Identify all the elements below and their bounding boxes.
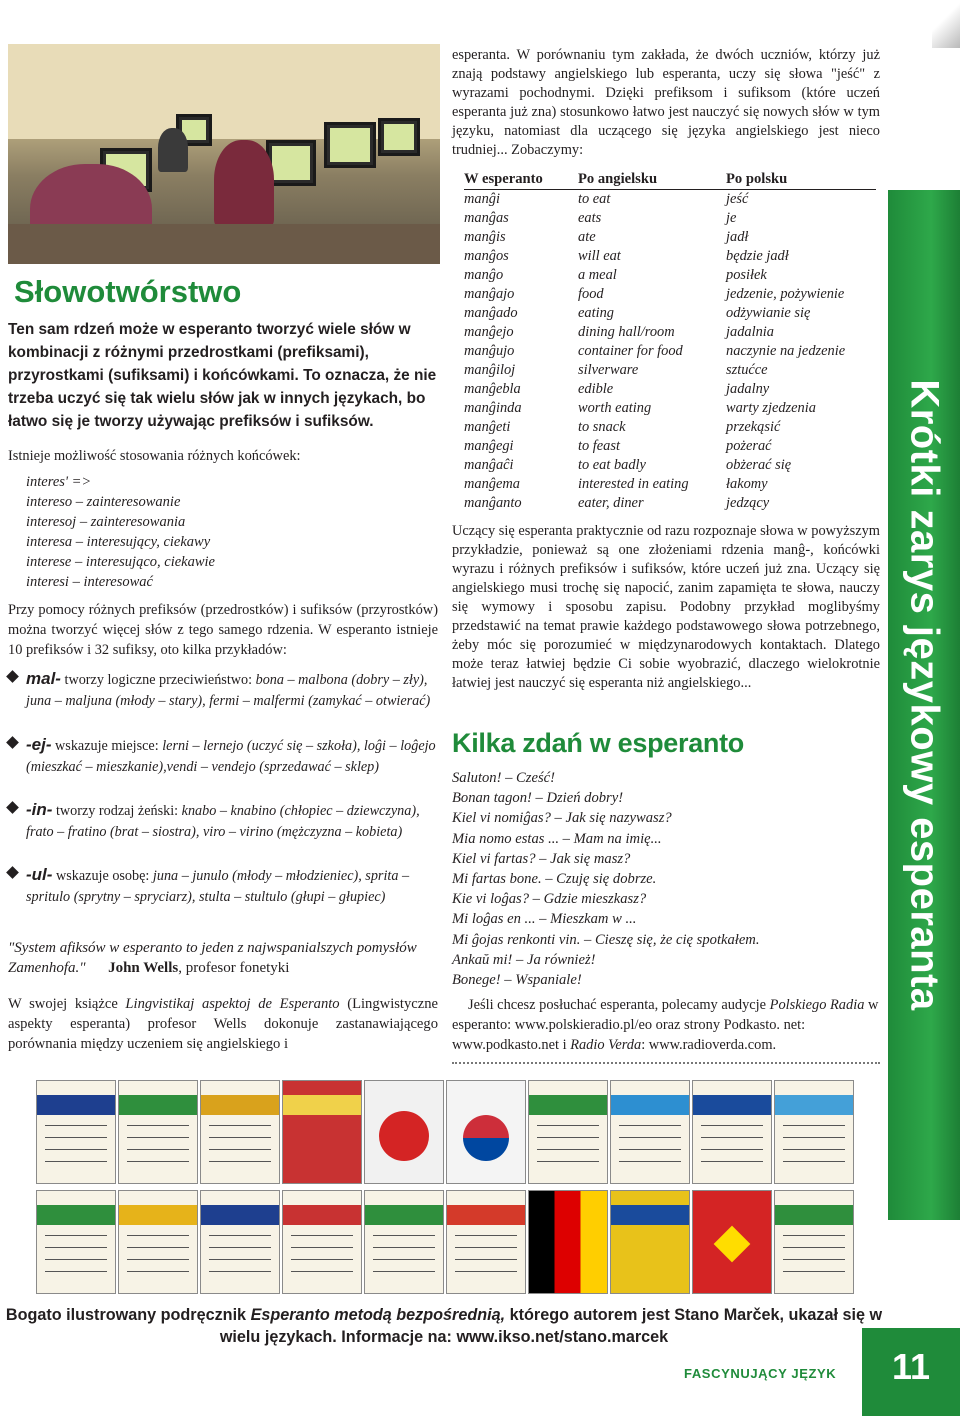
affix-bullet [8, 668, 438, 712]
cell-english: eating [578, 305, 614, 321]
quote-text: "System afiksów w esperanto to jeden z najwspanialszych pomysłów Zamenhofa." [8, 940, 417, 976]
table-row [464, 418, 876, 437]
dotted-separator [452, 1062, 880, 1064]
cell-esperanto: manĝejo [464, 324, 514, 340]
table-row [464, 399, 876, 418]
affix-desc: wskazuje miejsce: [51, 738, 163, 754]
col-header-esperanto: W esperanto [464, 170, 578, 190]
cell-esperanto: manĝinda [464, 400, 522, 416]
side-title: Krótki zarys językowy esperanta [902, 379, 947, 1011]
phrase-line: Kiel vi nomiĝas? – Jak się nazywasz? [452, 810, 672, 827]
book-cover [282, 1190, 362, 1294]
book-cover [692, 1080, 772, 1184]
cell-esperanto: manĝujo [464, 343, 515, 359]
cell-polish: sztućce [726, 362, 768, 378]
photo-student [214, 140, 274, 228]
affix-bullet [8, 864, 438, 908]
affix-examples: knabo – knabino (chłopiec – dziewczyna), frato – fratino (brat – siostra), viro – virino (mężczyzna – kobieta) [26, 803, 420, 840]
diamond-bullet-icon [6, 670, 19, 683]
cell-english: edible [578, 381, 614, 397]
ending-line: interesoj – zainteresowania [26, 514, 186, 530]
quote-author: John Wells [108, 960, 179, 976]
book-cover [446, 1080, 526, 1184]
vocabulary-table [464, 170, 876, 513]
radio-paragraph [452, 995, 882, 1055]
table-header-row [464, 170, 876, 190]
table-row [464, 228, 876, 247]
book-pre: W swojej książce [8, 996, 126, 1012]
table-row [464, 437, 876, 456]
cell-polish: przekąsić [726, 419, 781, 435]
cell-english: a meal [578, 267, 617, 283]
radio-name-verda: Radio Verda [570, 1037, 642, 1053]
cell-esperanto: manĝiloj [464, 362, 516, 378]
cell-esperanto: manĝajo [464, 286, 515, 302]
ending-line: interesi – interesować [26, 574, 153, 590]
caption-title: Esperanto metodą bezpośrednią, [250, 1306, 506, 1324]
ending-line: interese – interesująco, ciekawie [26, 554, 215, 570]
cell-english: interested in eating [578, 476, 689, 492]
cell-esperanto: manĝado [464, 305, 518, 321]
cell-polish: jadalnia [726, 324, 774, 340]
cell-polish: jedzenie, pożywienie [726, 286, 845, 302]
book-title: Lingvistikaj aspektoj de Esperanto [125, 996, 340, 1012]
cell-english: worth eating [578, 400, 652, 416]
radio-name-polish: Polskiego Radia [769, 997, 865, 1013]
photo-student [158, 128, 188, 172]
photo-monitor [324, 122, 376, 168]
cell-english: to eat badly [578, 457, 646, 473]
footer-label: FASCYNUJĄCY JĘZYK [684, 1366, 837, 1381]
cell-esperanto: manĝi [464, 191, 500, 207]
book-cover [610, 1080, 690, 1184]
affix-bullet [8, 799, 438, 843]
book-cover [774, 1080, 854, 1184]
book-cover [200, 1080, 280, 1184]
photo-monitor [378, 118, 420, 156]
cell-esperanto: manĝas [464, 210, 509, 226]
table-row [464, 247, 876, 266]
table-row [464, 475, 876, 494]
book-cover [774, 1190, 854, 1294]
cell-polish: naczynie na jedzenie [726, 343, 846, 359]
book-paragraph [8, 994, 438, 1054]
affix-desc: wskazuje osobę: [52, 868, 153, 884]
affix-examples: lerni – lernejo (uczyć się – szkoła), loĝi – loĝejo (mieszkać – mieszkanie),vendi – vendejo (sprzedawać – sklep) [26, 738, 436, 775]
book-cover [36, 1080, 116, 1184]
radio-text: Jeśli chcesz posłuchać esperanta, polecamy audycje [468, 997, 770, 1013]
cell-english: will eat [578, 248, 621, 264]
comparison-conclusion: Uczący się esperanta praktycznie od razu rozpoznaje słowa w powyższym przykładzie, ponieważ są one złożeniami rdzenia manĝ-, końcówki wyrazu i różnych prefiksów i sufiksów, które uczeń już zna. Uczący się angielskiego musi trochę się napocić, zanim zapamięta te słowa, nauczy się wymowy i sposobu zapisu. Podobny przykład moglibyśmy przedstawić na temat prawie każdego podstawowego słowa potrzebnego, żeby móc się porozumieć w międzynarodowych kontaktach. Dlatego może teraz łatwiej będzie Ci sobie wyobrazić, dlaczego wielokrotnie łatwiej jest nauczyć się esperanta niż angielskiego... [452, 523, 880, 691]
phrase-line: Ankaŭ mi! – Ja również! [452, 951, 596, 968]
table-row [464, 494, 876, 513]
book-cover [364, 1080, 444, 1184]
diamond-bullet-icon [6, 736, 19, 749]
page-number-box [862, 1328, 960, 1416]
phrases-list [452, 768, 760, 990]
cell-polish: pożerać [726, 438, 772, 454]
table-row [464, 456, 876, 475]
phrase-line: Mi fartas bone. – Czuję się dobrze. [452, 871, 657, 888]
cell-english: ate [578, 229, 596, 245]
page-curl [932, 0, 960, 48]
book-cover [692, 1190, 772, 1294]
phrase-line: Mia nomo estas ... – Mam na imię... [452, 830, 662, 847]
book-post: (Lingwistyczne aspekty esperanta) profesor Wells dokonuje zastanawiającego porównania między uczeniem się angielskiego i [8, 996, 439, 1052]
radio-text: w esperanto: www.polskieradio.pl/eo oraz strony Podkasto. net: www.podkasto.net i [452, 997, 879, 1053]
phrase-line: Mi loĝas en ... – Mieszkam w ... [452, 911, 637, 928]
book-cover [446, 1190, 526, 1294]
book-covers-grid [36, 1080, 884, 1298]
page-number: 11 [891, 1346, 931, 1387]
cell-polish: obżerać się [726, 457, 792, 473]
comparison-intro: esperanta. W porównaniu tym zakłada, że dwóch uczniów, którzy już znają podstawy angielskiego lub esperanta, uczy się słowa "jeść" z wyrazami pochodnymi. Dzięki prefiksom i sufiksom (które uczeń esperanta już zna) stosunkowo łatwo jest nauczyć się nowych słów w tym języku, natomiast dla uczącego się języka angielskiego jest nieco trudniej... Zobaczymy: [452, 47, 880, 158]
affix-key: -in- [26, 800, 53, 819]
cell-english: to snack [578, 419, 626, 435]
book-cover [118, 1190, 198, 1294]
table-row [464, 380, 876, 399]
classroom-photo [8, 44, 440, 264]
wells-quote [8, 938, 438, 978]
cell-polish: warty zjedzenia [726, 400, 816, 416]
table-row [464, 190, 876, 210]
col-header-polish: Po polsku [726, 170, 876, 190]
col-header-english: Po angielsku [578, 170, 726, 190]
cell-polish: je [726, 210, 737, 226]
cell-esperanto: manĝos [464, 248, 509, 264]
diamond-bullet-icon [6, 866, 19, 879]
phrase-line: Bonege! – Wspaniale! [452, 972, 582, 989]
book-cover [282, 1080, 362, 1184]
cell-english: eats [578, 210, 602, 226]
cell-polish: jedzący [726, 495, 770, 511]
ending-line: interes' => [26, 474, 92, 490]
book-cover [36, 1190, 116, 1294]
affix-examples: juna – junulo (młody – młodzieniec), sprita – spritulo (sprytny – spryciarz), stulta – stultulo (głupi – głupiec) [26, 868, 410, 905]
cell-english: eater, diner [578, 495, 644, 511]
cell-english: container for food [578, 343, 683, 359]
cell-esperanto: manĝebla [464, 381, 521, 397]
cell-polish: jadł [726, 229, 749, 245]
affix-desc: tworzy logiczne przeciwieństwo: [60, 672, 256, 688]
cell-polish: łakomy [726, 476, 768, 492]
book-cover [200, 1190, 280, 1294]
cell-esperanto: manĝegi [464, 438, 514, 454]
affix-key: -ej- [26, 735, 52, 754]
book-cover [610, 1190, 690, 1294]
cell-esperanto: manĝaĉi [464, 457, 514, 473]
cell-esperanto: manĝis [464, 229, 506, 245]
cell-polish: jeść [726, 191, 749, 207]
cell-english: food [578, 286, 604, 302]
affix-bullet [8, 734, 438, 778]
radio-text: : www.radioverda.com. [641, 1037, 777, 1053]
endings-list [26, 472, 215, 592]
ending-line: intereso – zainteresowanie [26, 494, 181, 510]
phrase-line: Mi ĝojas renkonti vin. – Cieszę się, że cię spotkałem. [452, 931, 760, 948]
cell-english: to feast [578, 438, 620, 454]
books-caption [0, 1304, 888, 1348]
cell-polish: posiłek [726, 267, 767, 283]
phrases-heading: Kilka zdań w esperanto [452, 728, 744, 758]
caption-text: którego autorem jest Stano Marček, ukazał się w wielu językach. Informacje na: www.ikso.net/stano.marcek [219, 1306, 883, 1346]
cell-english: silverware [578, 362, 639, 378]
affix-desc: tworzy rodzaj żeński: [52, 803, 182, 819]
table-row [464, 304, 876, 323]
phrase-line: Kiel vi fartas? – Jak się masz? [452, 850, 631, 867]
cell-esperanto: manĝeti [464, 419, 511, 435]
ending-line: interesa – interesujący, ciekawy [26, 534, 211, 550]
cell-polish: będzie jadł [726, 248, 789, 264]
cell-esperanto: manĝanto [464, 495, 522, 511]
book-cover [528, 1080, 608, 1184]
book-cover [118, 1080, 198, 1184]
cell-english: to eat [578, 191, 611, 207]
lead-paragraph: Ten sam rdzeń może w esperanto tworzyć wiele słów w kombinacji z różnymi przedrostkami (prefiksami), przyrostkami (sufiksami) i końcówkami. To oznacza, że nie trzeba uczyć się tak wielu słów jak w innych językach, bo łatwo się je tworzy używając prefiksów i sufiksów. [8, 321, 437, 430]
quote-role: , profesor fonetyki [178, 960, 290, 976]
cell-english: dining hall/room [578, 324, 675, 340]
endings-intro: Istnieje możliwość stosowania różnych końcówek: [8, 448, 301, 464]
table-row [464, 361, 876, 380]
table-row [464, 266, 876, 285]
phrase-line: Saluton! – Cześć! [452, 770, 555, 786]
phrase-line: Bonan tagon! – Dzień dobry! [452, 790, 624, 807]
table-row [464, 342, 876, 361]
phrase-line: Kie vi loĝas? – Gdzie mieszkasz? [452, 891, 647, 908]
section-heading: Słowotwórstwo [14, 274, 242, 309]
cell-polish: jadalny [726, 381, 770, 397]
book-cover [364, 1190, 444, 1294]
photo-desk [8, 224, 440, 264]
cell-esperanto: manĝo [464, 267, 504, 283]
diamond-bullet-icon [6, 801, 19, 814]
cell-esperanto: manĝema [464, 476, 520, 492]
affix-key: mal- [26, 669, 61, 688]
book-cover [528, 1190, 608, 1294]
table-row [464, 285, 876, 304]
table-row [464, 209, 876, 228]
prefix-paragraph: Przy pomocy różnych prefiksów (przedrostków) i sufiksów (przyrostków) można tworzyć więcej słów z tego samego rdzenia. W esperanto istnieje 10 prefiksów i 32 sufiksy, oto kilka przykładów: [8, 602, 438, 658]
cell-polish: odżywianie się [726, 305, 811, 321]
affix-key: -ul- [26, 865, 53, 884]
caption-text: Bogato ilustrowany podręcznik [5, 1306, 251, 1324]
affix-examples: bona – malbona (dobry – zły), juna – maljuna (młody – stary), fermi – malfermi (zamykać – otwierać) [26, 672, 431, 709]
table-row [464, 323, 876, 342]
